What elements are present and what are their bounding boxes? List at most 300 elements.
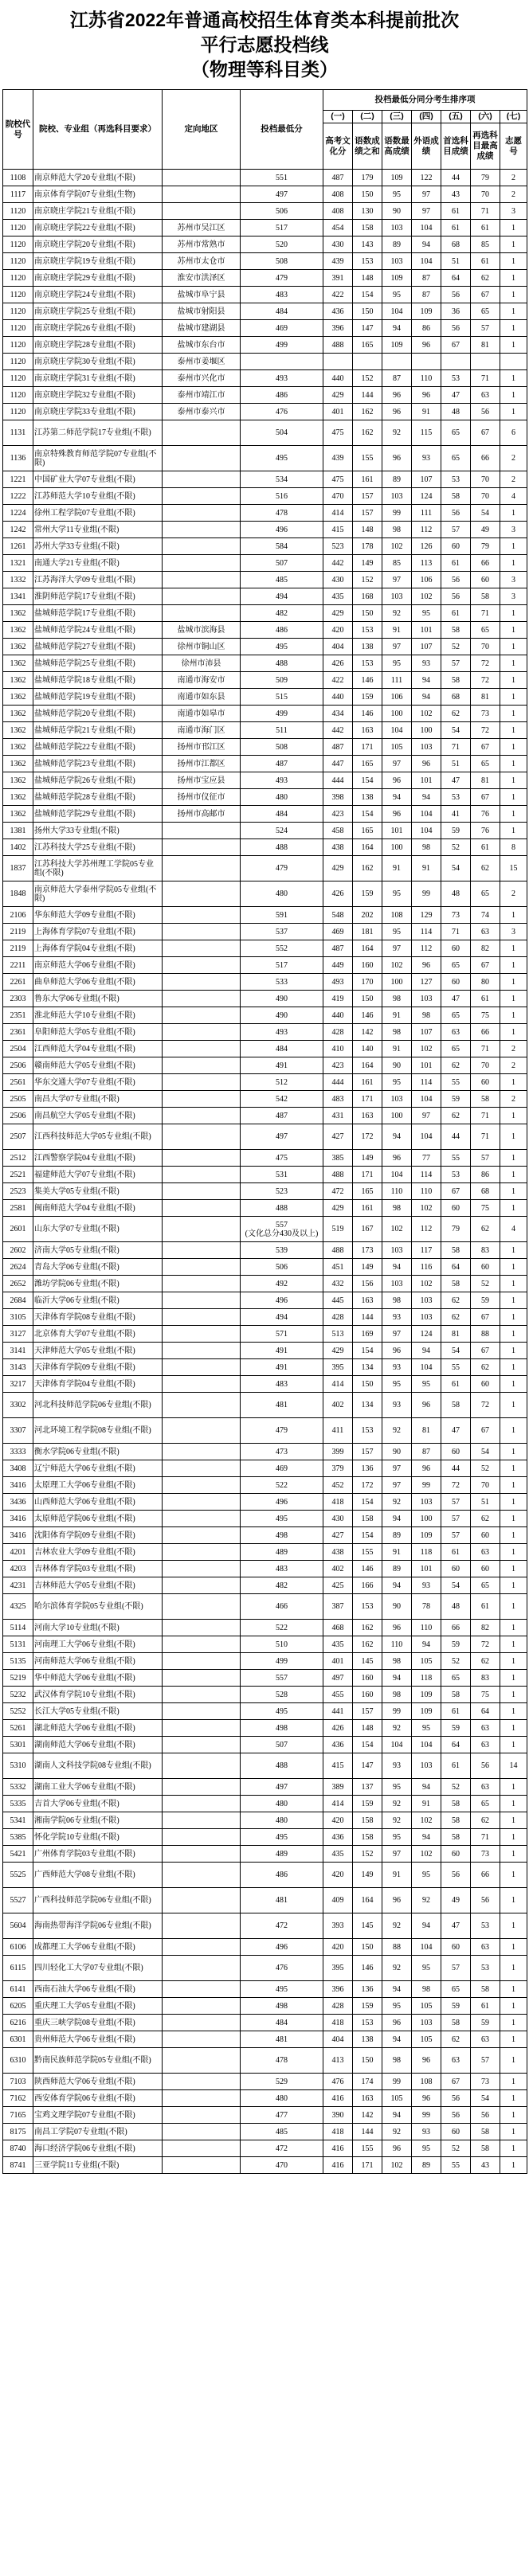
table-row <box>3 1359 527 1376</box>
table-row <box>3 605 527 622</box>
row-rank-5: 62 <box>441 1108 471 1124</box>
row-rank-3: 98 <box>382 1024 412 1041</box>
row-code: 6141 <box>3 1981 33 1998</box>
row-score: 524 <box>241 823 323 839</box>
row-score: 515 <box>241 689 323 706</box>
row-code: 1131 <box>3 420 33 446</box>
row-rank-1: 429 <box>323 1200 353 1217</box>
row-region <box>163 420 241 446</box>
row-code: 1362 <box>3 689 33 706</box>
row-rank-7: 1 <box>500 706 527 722</box>
row-rank-7: 1 <box>500 555 527 572</box>
row-score: 517 <box>241 220 323 236</box>
row-rank-5: 51 <box>441 253 471 270</box>
row-rank-2: 138 <box>353 789 382 806</box>
row-rank-7: 1 <box>500 1259 527 1276</box>
row-rank-3: 90 <box>382 1594 412 1620</box>
table-row <box>3 1494 527 1511</box>
row-rank-3: 97 <box>382 1326 412 1343</box>
table-row <box>3 974 527 991</box>
row-rank-4: 93 <box>412 655 441 672</box>
row-rank-7: 1 <box>500 2124 527 2140</box>
row-rank-3: 92 <box>382 1812 412 1829</box>
row-rank-3: 103 <box>382 1242 412 1259</box>
row-rank-7: 1 <box>500 1620 527 1636</box>
row-region: 南通市如东县 <box>163 689 241 706</box>
row-rank-1: 548 <box>323 907 353 924</box>
row-score: 507 <box>241 555 323 572</box>
row-region <box>163 1829 241 1846</box>
table-row <box>3 823 527 839</box>
row-rank-5: 62 <box>441 2031 471 2048</box>
row-score: 484 <box>241 1041 323 1057</box>
row-rank-4: 95 <box>412 605 441 622</box>
row-rank-5: 55 <box>441 1074 471 1091</box>
row-rank-3: 97 <box>382 1460 412 1477</box>
table-row <box>3 186 527 203</box>
row-rank-6: 61 <box>471 253 500 270</box>
row-rank-1: 410 <box>323 1041 353 1057</box>
row-rank-1: 396 <box>323 1981 353 1998</box>
row-code: 3141 <box>3 1343 33 1359</box>
header-sub-4: (四) <box>412 111 441 123</box>
row-rank-1: 408 <box>323 186 353 203</box>
row-rank-6: 53 <box>471 1956 500 1981</box>
row-rank-1: 415 <box>323 1753 353 1779</box>
row-rank-4: 104 <box>412 1359 441 1376</box>
row-region <box>163 839 241 856</box>
row-score: 552 <box>241 940 323 957</box>
row-rank-7: 1 <box>500 370 527 387</box>
row-rank-5: 59 <box>441 823 471 839</box>
row-name: 闽南师范大学04专业组(不限) <box>33 1200 163 1217</box>
row-rank-4: 124 <box>412 488 441 505</box>
row-rank-3: 94 <box>382 320 412 337</box>
row-region: 扬州市江都区 <box>163 756 241 772</box>
row-rank-6: 71 <box>471 1041 500 1057</box>
row-rank-4: 112 <box>412 1217 441 1242</box>
row-rank-7: 1 <box>500 1326 527 1343</box>
row-rank-3: 92 <box>382 1913 412 1939</box>
title-line-3: （物理等科目类） <box>191 59 338 80</box>
row-rank-5: 36 <box>441 303 471 320</box>
row-rank-6: 58 <box>471 1091 500 1108</box>
row-rank-2: 158 <box>353 1829 382 1846</box>
table-row <box>3 1183 527 1200</box>
row-code: 1362 <box>3 722 33 739</box>
row-code: 3408 <box>3 1460 33 1477</box>
row-score: 508 <box>241 739 323 756</box>
row-rank-6: 82 <box>471 1620 500 1636</box>
row-rank-5: 61 <box>441 1376 471 1393</box>
row-rank-2: 153 <box>353 1594 382 1620</box>
row-score: 472 <box>241 1913 323 1939</box>
header-sub2-7: 志愿号 <box>500 123 527 170</box>
row-rank-2: 162 <box>353 404 382 420</box>
row-rank-1: 439 <box>323 253 353 270</box>
row-code: 6205 <box>3 1998 33 2015</box>
row-rank-4: 102 <box>412 1812 441 1829</box>
row-score: 495 <box>241 1829 323 1846</box>
row-name: 南京晓庄学院30专业组(不限) <box>33 354 163 370</box>
row-name: 武汉体育学院10专业组(不限) <box>33 1687 163 1703</box>
row-rank-7: 1 <box>500 1737 527 1753</box>
row-code: 1837 <box>3 856 33 881</box>
row-rank-7: 1 <box>500 1577 527 1594</box>
row-rank-1: 449 <box>323 957 353 974</box>
row-score: 506 <box>241 203 323 220</box>
row-rank-6: 63 <box>471 1737 500 1753</box>
row-region <box>163 1091 241 1108</box>
row-rank-2: 147 <box>353 320 382 337</box>
row-rank-3: 91 <box>382 1863 412 1888</box>
row-rank-4: 95 <box>412 2140 441 2157</box>
table-row <box>3 1561 527 1577</box>
row-rank-1: 420 <box>323 1863 353 1888</box>
table-row <box>3 940 527 957</box>
row-region: 扬州市邗江区 <box>163 739 241 756</box>
table-row <box>3 170 527 186</box>
row-rank-7: 1 <box>500 1779 527 1796</box>
row-region <box>163 991 241 1007</box>
row-score: 529 <box>241 2074 323 2090</box>
row-rank-2: 136 <box>353 1460 382 1477</box>
row-rank-6: 60 <box>471 1527 500 1544</box>
row-region <box>163 203 241 220</box>
row-name: 南京晓庄学院31专业组(不限) <box>33 370 163 387</box>
table-row <box>3 1477 527 1494</box>
row-rank-3: 99 <box>382 2074 412 2090</box>
row-rank-6: 43 <box>471 2157 500 2174</box>
row-code: 2624 <box>3 1259 33 1276</box>
row-rank-4: 99 <box>412 881 441 907</box>
row-score: 480 <box>241 881 323 907</box>
row-name: 天津体育学院08专业组(不限) <box>33 1309 163 1326</box>
row-rank-3: 98 <box>382 991 412 1007</box>
row-region <box>163 1276 241 1292</box>
row-rank-2: 154 <box>353 1737 382 1753</box>
row-rank-2: 150 <box>353 605 382 622</box>
row-rank-7: 1 <box>500 2107 527 2124</box>
row-rank-2: 171 <box>353 1091 382 1108</box>
row-rank-2: 165 <box>353 1183 382 1200</box>
row-score: 486 <box>241 1863 323 1888</box>
row-name: 盐城师范学院20专业组(不限) <box>33 706 163 722</box>
row-rank-4: 129 <box>412 907 441 924</box>
table-row <box>3 1670 527 1687</box>
row-rank-2: 161 <box>353 1074 382 1091</box>
row-score: 498 <box>241 1998 323 2015</box>
row-region: 扬州市宝应县 <box>163 772 241 789</box>
row-rank-1: 436 <box>323 303 353 320</box>
row-rank-2: 174 <box>353 2074 382 2090</box>
row-code: 2211 <box>3 957 33 974</box>
row-score: 491 <box>241 1359 323 1376</box>
row-rank-1: 487 <box>323 739 353 756</box>
table-row <box>3 253 527 270</box>
row-rank-6: 88 <box>471 1326 500 1343</box>
row-name: 阜阳师范大学05专业组(不限) <box>33 1024 163 1041</box>
row-rank-5: 60 <box>441 974 471 991</box>
row-rank-5: 57 <box>441 522 471 538</box>
row-rank-6 <box>471 354 500 370</box>
row-rank-2: 172 <box>353 1477 382 1494</box>
row-code: 1120 <box>3 203 33 220</box>
row-rank-3: 109 <box>382 270 412 287</box>
row-rank-1: 475 <box>323 420 353 446</box>
row-rank-6: 75 <box>471 1687 500 1703</box>
row-rank-2: 171 <box>353 2157 382 2174</box>
row-rank-7: 1 <box>500 1124 527 1150</box>
table-row <box>3 387 527 404</box>
row-rank-1: 426 <box>323 881 353 907</box>
row-rank-7: 1 <box>500 1653 527 1670</box>
row-rank-6: 63 <box>471 387 500 404</box>
row-score: 483 <box>241 1561 323 1577</box>
row-rank-1: 434 <box>323 706 353 722</box>
row-rank-1: 436 <box>323 1737 353 1753</box>
row-rank-3: 92 <box>382 420 412 446</box>
row-rank-6: 58 <box>471 2124 500 2140</box>
row-rank-3: 104 <box>382 722 412 739</box>
row-rank-5: 56 <box>441 2090 471 2107</box>
row-score: 473 <box>241 1444 323 1460</box>
row-rank-3: 96 <box>382 1888 412 1913</box>
row-rank-1: 404 <box>323 2031 353 2048</box>
row-rank-3: 96 <box>382 772 412 789</box>
row-rank-3: 98 <box>382 2048 412 2074</box>
row-rank-6: 61 <box>471 991 500 1007</box>
row-rank-6: 60 <box>471 1074 500 1091</box>
row-score: 495 <box>241 1703 323 1720</box>
row-region <box>163 1200 241 1217</box>
row-rank-4: 104 <box>412 806 441 823</box>
row-rank-5: 55 <box>441 2157 471 2174</box>
row-name: 上海体育学院07专业组(不限) <box>33 924 163 940</box>
row-rank-3: 94 <box>382 1259 412 1276</box>
row-rank-2: 164 <box>353 1057 382 1074</box>
row-rank-2: 202 <box>353 907 382 924</box>
row-rank-3: 102 <box>382 957 412 974</box>
row-name: 潍坊学院06专业组(不限) <box>33 1276 163 1292</box>
row-rank-1: 428 <box>323 1998 353 2015</box>
row-code: 1120 <box>3 320 33 337</box>
row-rank-1: 497 <box>323 1670 353 1687</box>
row-score: 512 <box>241 1074 323 1091</box>
row-code: 2523 <box>3 1183 33 1200</box>
row-rank-3: 106 <box>382 689 412 706</box>
table-row <box>3 789 527 806</box>
table-row <box>3 772 527 789</box>
row-name: 江苏科技大学25专业组(不限) <box>33 839 163 856</box>
table-row <box>3 1259 527 1276</box>
row-rank-7: 1 <box>500 1343 527 1359</box>
row-score: 479 <box>241 1418 323 1444</box>
row-rank-3: 96 <box>382 446 412 471</box>
row-rank-4: 106 <box>412 572 441 588</box>
row-name: 山东大学07专业组(不限) <box>33 1217 163 1242</box>
row-region <box>163 2107 241 2124</box>
row-rank-7: 15 <box>500 856 527 881</box>
row-rank-5: 68 <box>441 689 471 706</box>
row-name: 宝鸡文理学院07专业组(不限) <box>33 2107 163 2124</box>
row-rank-5: 54 <box>441 1343 471 1359</box>
row-rank-7: 1 <box>500 1183 527 1200</box>
row-name: 江西科技师范大学05专业组(不限) <box>33 1124 163 1150</box>
row-rank-2: 161 <box>353 1200 382 1217</box>
row-rank-7: 1 <box>500 1393 527 1418</box>
row-rank-2: 153 <box>353 2015 382 2031</box>
row-rank-4: 107 <box>412 1024 441 1041</box>
row-rank-4: 112 <box>412 940 441 957</box>
row-rank-5: 52 <box>441 839 471 856</box>
row-score: 470 <box>241 2157 323 2174</box>
row-rank-1: 440 <box>323 370 353 387</box>
row-rank-4: 110 <box>412 1183 441 1200</box>
row-code: 4231 <box>3 1577 33 1594</box>
row-rank-3: 90 <box>382 1444 412 1460</box>
row-rank-7: 1 <box>500 1636 527 1653</box>
row-rank-2: 179 <box>353 170 382 186</box>
row-rank-6: 71 <box>471 370 500 387</box>
row-rank-1: 455 <box>323 1687 353 1703</box>
row-rank-6: 73 <box>471 1846 500 1863</box>
row-score: 489 <box>241 1846 323 1863</box>
row-rank-5: 63 <box>441 2048 471 2074</box>
row-code: 5135 <box>3 1653 33 1670</box>
row-rank-7: 1 <box>500 270 527 287</box>
row-rank-7: 1 <box>500 2015 527 2031</box>
row-region: 徐州市铜山区 <box>163 639 241 655</box>
row-rank-5: 58 <box>441 1812 471 1829</box>
row-score: 491 <box>241 1057 323 1074</box>
table-row <box>3 1594 527 1620</box>
row-region <box>163 1167 241 1183</box>
row-score: 507 <box>241 1737 323 1753</box>
row-rank-4: 109 <box>412 1527 441 1544</box>
row-rank-6: 83 <box>471 1670 500 1687</box>
row-region <box>163 881 241 907</box>
row-code: 3143 <box>3 1359 33 1376</box>
row-code: 1120 <box>3 253 33 270</box>
row-rank-2: 152 <box>353 370 382 387</box>
row-rank-4: 94 <box>412 672 441 689</box>
row-rank-1: 439 <box>323 446 353 471</box>
row-region <box>163 538 241 555</box>
row-rank-6: 65 <box>471 303 500 320</box>
row-rank-5: 60 <box>441 1561 471 1577</box>
row-rank-1: 416 <box>323 2090 353 2107</box>
row-rank-6: 62 <box>471 1217 500 1242</box>
row-region <box>163 1477 241 1494</box>
table-row <box>3 538 527 555</box>
row-rank-5: 67 <box>441 2074 471 2090</box>
row-score: 494 <box>241 1309 323 1326</box>
row-code: 1221 <box>3 471 33 488</box>
row-rank-5: 54 <box>441 856 471 881</box>
row-rank-3: 87 <box>382 370 412 387</box>
row-rank-7: 2 <box>500 1041 527 1057</box>
row-name: 福建师范大学07专业组(不限) <box>33 1167 163 1183</box>
row-rank-7: 1 <box>500 722 527 739</box>
row-region <box>163 1124 241 1150</box>
row-rank-3: 98 <box>382 1687 412 1703</box>
row-rank-5: 56 <box>441 572 471 588</box>
row-name: 淮北师范大学10专业组(不限) <box>33 1007 163 1024</box>
table-row <box>3 1091 527 1108</box>
row-rank-2 <box>353 354 382 370</box>
row-region <box>163 924 241 940</box>
table-row <box>3 1326 527 1343</box>
row-rank-7: 3 <box>500 522 527 538</box>
row-rank-5: 73 <box>441 907 471 924</box>
row-region <box>163 1460 241 1477</box>
row-name: 南京晓庄学院22专业组(不限) <box>33 220 163 236</box>
table-row <box>3 1292 527 1309</box>
row-rank-4: 77 <box>412 1150 441 1167</box>
row-rank-6: 72 <box>471 655 500 672</box>
row-name: 南京晓庄学院20专业组(不限) <box>33 236 163 253</box>
row-score: 493 <box>241 370 323 387</box>
row-score: 584 <box>241 538 323 555</box>
row-rank-4: 114 <box>412 1167 441 1183</box>
row-region: 泰州市靖江市 <box>163 387 241 404</box>
table-row <box>3 1636 527 1653</box>
row-rank-7: 1 <box>500 1309 527 1326</box>
row-region <box>163 974 241 991</box>
row-region <box>163 522 241 538</box>
row-rank-1: 385 <box>323 1150 353 1167</box>
row-rank-4: 96 <box>412 387 441 404</box>
row-rank-4: 95 <box>412 1720 441 1737</box>
row-rank-1: 451 <box>323 1259 353 1276</box>
table-row <box>3 1703 527 1720</box>
row-rank-1: 435 <box>323 588 353 605</box>
row-name: 重庆三峡学院08专业组(不限) <box>33 2015 163 2031</box>
row-rank-1: 409 <box>323 1888 353 1913</box>
row-rank-1: 430 <box>323 236 353 253</box>
row-rank-1: 435 <box>323 1846 353 1863</box>
row-rank-6: 66 <box>471 1024 500 1041</box>
row-rank-1: 428 <box>323 1024 353 1041</box>
row-score: 472 <box>241 2140 323 2157</box>
header-sub-7: (七) <box>500 111 527 123</box>
row-rank-3: 96 <box>382 404 412 420</box>
row-code: 2261 <box>3 974 33 991</box>
row-rank-7: 1 <box>500 789 527 806</box>
table-row <box>3 655 527 672</box>
row-rank-1: 442 <box>323 722 353 739</box>
row-code: 1120 <box>3 220 33 236</box>
row-rank-2: 148 <box>353 270 382 287</box>
row-rank-6: 58 <box>471 588 500 605</box>
row-score: 516 <box>241 488 323 505</box>
row-rank-5: 60 <box>441 538 471 555</box>
row-code: 5527 <box>3 1888 33 1913</box>
row-region <box>163 1561 241 1577</box>
row-rank-2: 150 <box>353 2048 382 2074</box>
row-rank-3: 104 <box>382 303 412 320</box>
table-row <box>3 1418 527 1444</box>
row-region <box>163 1359 241 1376</box>
row-rank-1: 487 <box>323 940 353 957</box>
row-name: 三亚学院11专业组(不限) <box>33 2157 163 2174</box>
row-region <box>163 1939 241 1956</box>
row-rank-6: 58 <box>471 1981 500 1998</box>
row-rank-1: 426 <box>323 655 353 672</box>
row-score: 499 <box>241 337 323 354</box>
table-row <box>3 639 527 655</box>
